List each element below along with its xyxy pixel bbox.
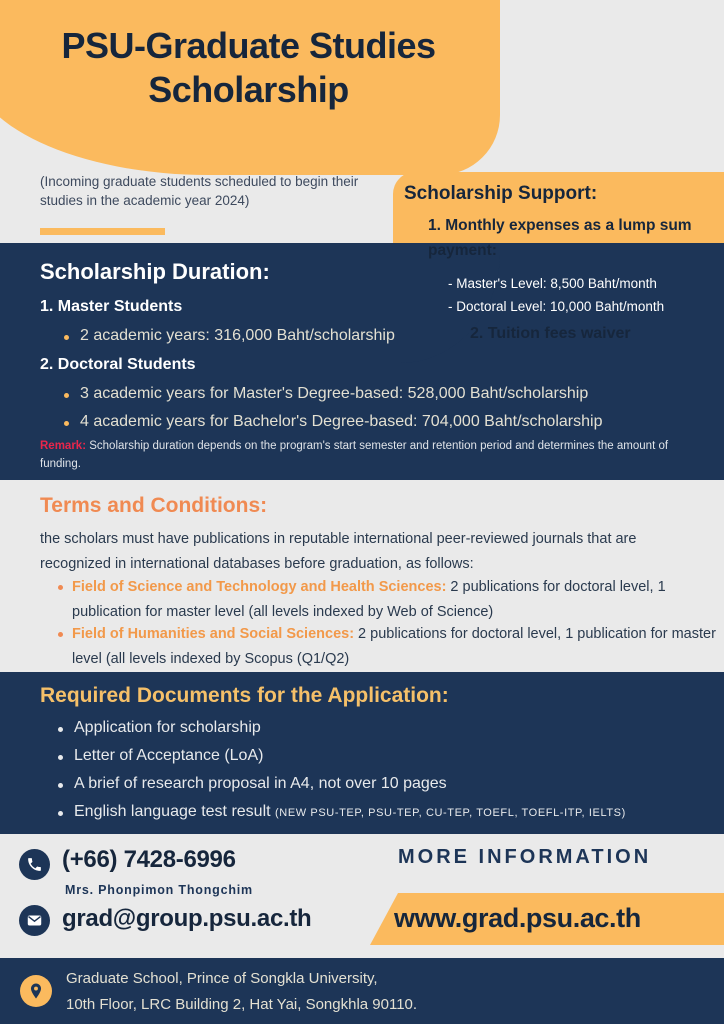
document-item-4 — [56, 803, 626, 821]
page-title — [0, 24, 497, 112]
required-documents-title: Required Documents for the Application: — [40, 684, 449, 707]
terms-item-humanities-text: 2 publications for doctoral level, 1 publication for master level (all levels indexed by Scopus (Q1/Q2) — [72, 626, 716, 667]
terms-item-science — [56, 575, 724, 625]
support-item-tuition: 2. Tuition fees waiver — [470, 325, 631, 342]
document-item-2: Letter of Acceptance (LoA) — [56, 747, 263, 765]
support-sub-items — [448, 272, 718, 318]
terms-title: Terms and Conditions: — [40, 494, 268, 517]
duration-doctoral-item-1: 3 academic years for Master's Degree-based: 528,000 Baht/scholarship — [62, 385, 588, 403]
scholarship-duration-title: Scholarship Duration: — [40, 259, 270, 284]
support-item-monthly: 1. Monthly expenses as a lump sum payment: — [428, 217, 692, 259]
email-address[interactable]: grad@group.psu.ac.th — [62, 905, 312, 932]
email-icon — [19, 905, 50, 936]
page-title-line2: Scholarship — [148, 69, 349, 110]
more-information-label: MORE INFORMATION — [398, 846, 652, 868]
duration-remark — [40, 437, 712, 473]
terms-intro: the scholars must have publications in reputable international peer-reviewed journals that are recognized in international databases before graduation, as follows: — [40, 531, 637, 572]
support-sub-doctoral: - Doctoral Level: 10,000 Baht/month — [448, 299, 665, 314]
support-sub-master: - Master's Level: 8,500 Baht/month — [448, 276, 657, 291]
duration-doctoral-item-2: 4 academic years for Bachelor's Degree-based: 704,000 Baht/scholarship — [62, 413, 602, 431]
document-item-3: A brief of research proposal in A4, not over 10 pages — [56, 775, 447, 793]
terms-item-science-text: 2 publications for doctoral level, 1 publication for master level (all levels indexed by Web of Science) — [72, 579, 666, 620]
address-line-2: 10th Floor, LRC Building 2, Hat Yai, Songkhla 90110. — [66, 996, 418, 1013]
terms-item-humanities-label: Field of Humanities and Social Sciences: — [72, 626, 355, 642]
english-test-note: (NEW PSU-TEP, PSU-TEP, CU-TEP, TOEFL, TOEFL-ITP, IELTS) — [275, 807, 626, 819]
subtitle-divider — [40, 228, 165, 235]
document-item-4-label: English language test result — [74, 803, 271, 820]
phone-number[interactable]: (+66) 7428-6996 — [62, 846, 236, 873]
website-url[interactable]: www.grad.psu.ac.th — [394, 903, 641, 933]
document-item-1: Application for scholarship — [56, 719, 261, 737]
address-line-1: Graduate School, Prince of Songkla University, — [66, 970, 378, 987]
scholarship-support-title: Scholarship Support: — [404, 183, 598, 204]
duration-doctoral-heading: 2. Doctoral Students — [40, 356, 196, 373]
subtitle-text: (Incoming graduate students scheduled to begin their studies in the academic year 2024) — [40, 174, 359, 208]
address-text — [66, 966, 686, 1018]
page-title-line1: PSU-Graduate Studies — [61, 25, 436, 66]
remark-label: Remark: — [40, 440, 87, 452]
terms-item-science-label: Field of Science and Technology and Health Sciences: — [72, 579, 447, 595]
duration-master-heading: 1. Master Students — [40, 298, 183, 315]
location-pin-icon — [20, 975, 52, 1007]
contact-person-name: Mrs. Phonpimon Thongchim — [65, 883, 253, 897]
terms-item-humanities — [56, 622, 724, 672]
duration-master-item-1: 2 academic years: 316,000 Baht/scholarship — [62, 327, 395, 345]
phone-icon — [19, 849, 50, 880]
remark-text: Scholarship duration depends on the program's start semester and retention period and determines the amount of funding. — [40, 440, 669, 470]
